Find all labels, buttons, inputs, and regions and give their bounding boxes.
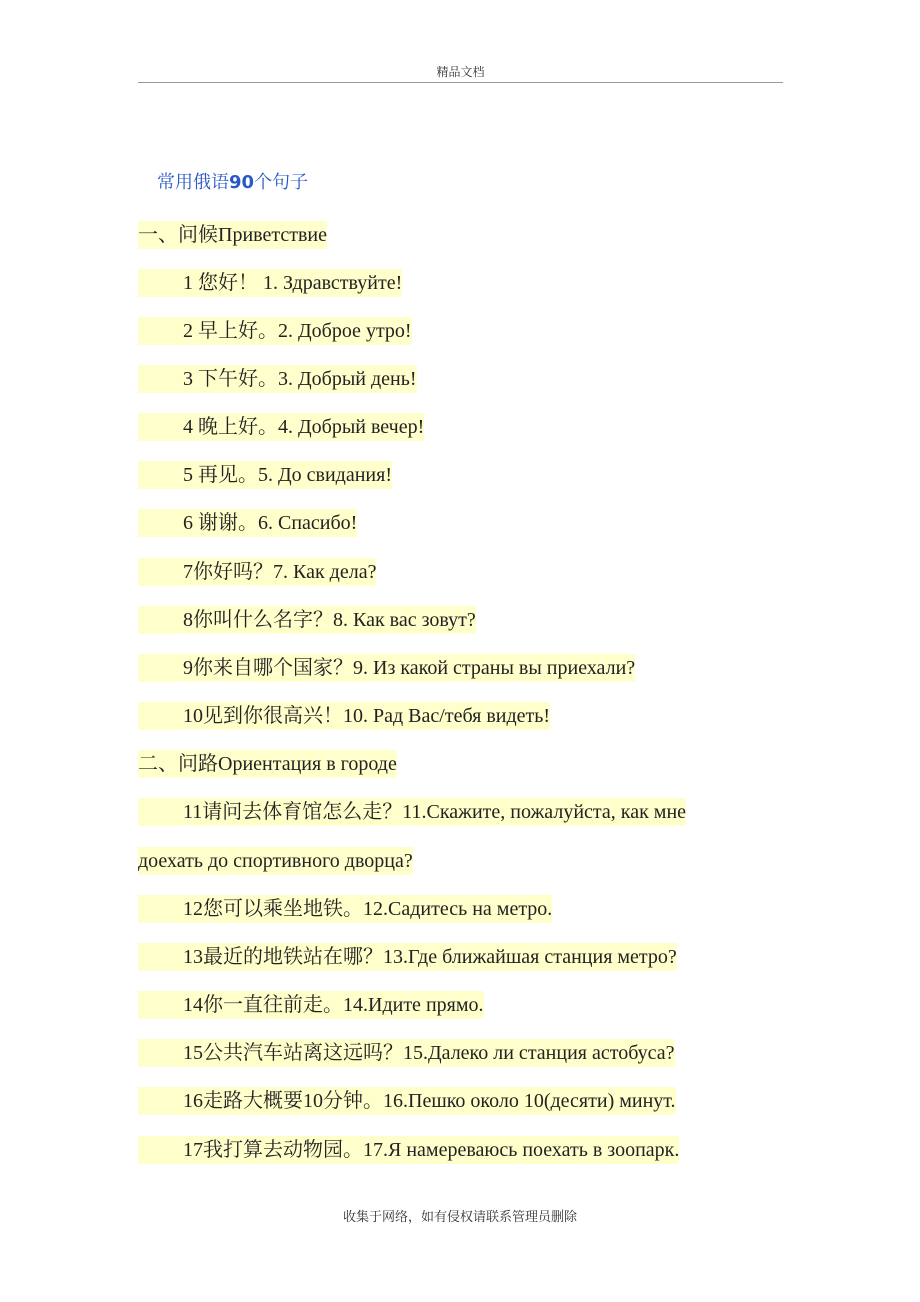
list-item: 7你好吗？7. Как дела? — [138, 558, 376, 586]
list-item: 6 谢谢。6. Спасибо! — [138, 509, 357, 537]
list-item: 8你叫什么名字？8. Как вас зовут? — [138, 606, 476, 634]
list-item: 4 晚上好。4. Добрый вечер! — [138, 413, 424, 441]
list-item: 17我打算去动物园。17.Я намереваюсь поехать в зоопарк. — [138, 1136, 679, 1164]
list-item-continuation: доехать до спортивного дворца? — [138, 847, 413, 875]
list-item: 13最近的地铁站在哪？13.Где ближайшая станция метро? — [138, 943, 677, 971]
list-item: 16走路大概要10分钟。16.Пешко около 10(десяти) минут. — [138, 1087, 676, 1115]
page-header: 精品文档 — [138, 62, 783, 83]
title-suffix: 个句子 — [254, 172, 309, 193]
list-item: 9你来自哪个国家？9. Из какой страны вы приехали? — [138, 654, 635, 682]
document-title — [157, 168, 308, 194]
page-footer: 收集于网络，如有侵权请联系管理员删除 — [342, 1210, 577, 1225]
list-item: 12您可以乘坐地铁。12.Садитесь на метро. — [138, 895, 552, 923]
list-item: 2 早上好。2. Доброе утро! — [138, 317, 412, 345]
list-item: 15公共汽车站离这远吗？15.Далеко ли станция астобуса? — [138, 1039, 675, 1067]
section-heading-greetings: 一、问候Приветствие — [138, 221, 327, 249]
list-item: 14你一直往前走。14.Идите прямо. — [138, 991, 484, 1019]
list-item: 5 再见。5. До свидания! — [138, 461, 392, 489]
title-prefix: 常用俄语 — [157, 172, 229, 193]
list-item: 1 您好！ 1. Здравствуйте! — [138, 269, 402, 297]
title-number: 90 — [229, 172, 255, 193]
list-item: 3 下午好。3. Добрый день! — [138, 365, 417, 393]
section-heading-directions: 二、问路Ориентация в городе — [138, 750, 397, 778]
list-item: 10见到你很高兴！10. Рад Вас/тебя видеть! — [138, 702, 550, 730]
list-item: 11请问去体育馆怎么走？11.Скажите, пожалуйста, как мне — [138, 798, 686, 826]
